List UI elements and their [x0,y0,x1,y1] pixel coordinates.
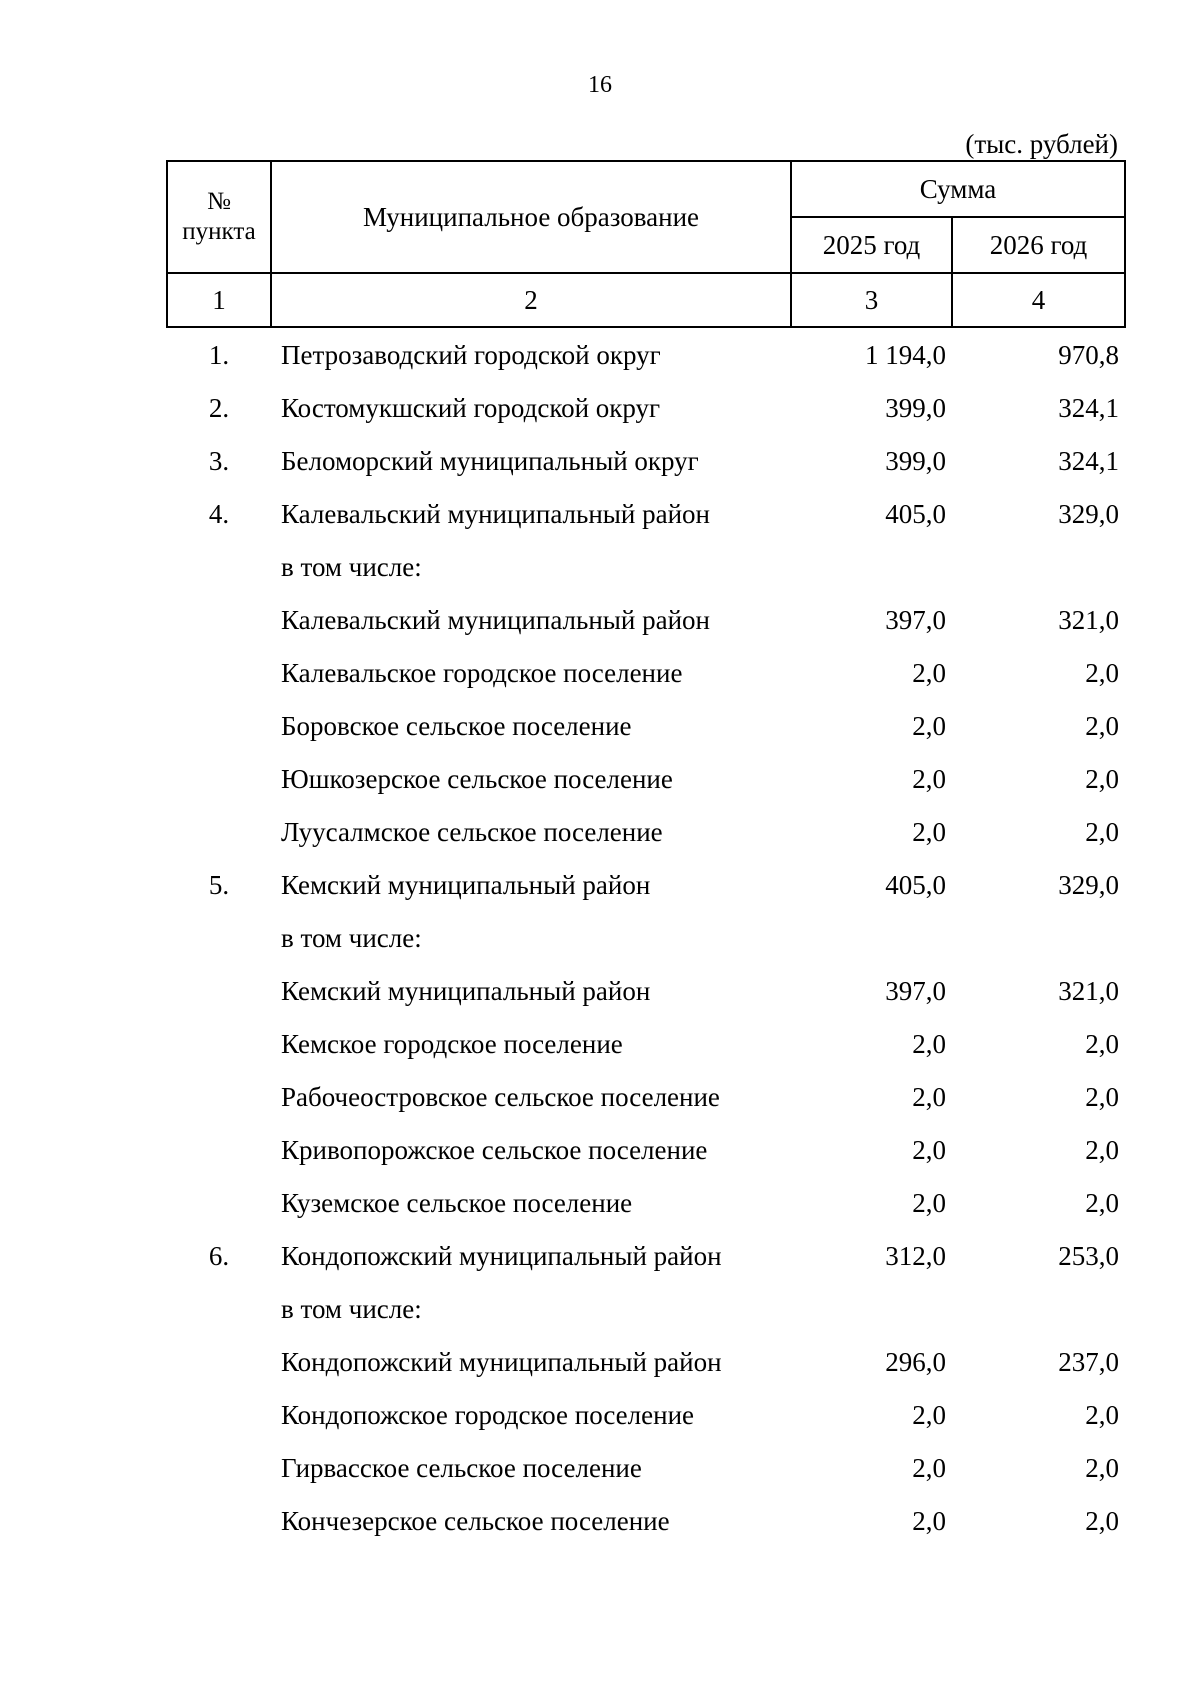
page-number: 16 [588,72,612,98]
header-year-2026: 2026 год [952,217,1125,273]
row-municipality: Кемское городское поселение [281,1028,623,1059]
row-municipality: Юшкозерское сельское поселение [281,763,673,794]
row-municipality: Кривопорожское сельское поселение [281,1134,708,1165]
table-row [167,1176,1125,1229]
table-row [167,1494,1125,1547]
row-number: 6. [208,1240,230,1271]
table-row [167,964,1125,1017]
row-municipality: Калевальское городское поселение [281,657,683,688]
table-row [167,327,1125,381]
table-row [167,1017,1125,1070]
row-number [167,1388,271,1441]
row-sum-2026: 2,0 [1085,1081,1120,1112]
row-number [167,964,271,1017]
table-row [167,911,1125,964]
row-number [167,1017,271,1070]
row-sum-2025: 2,0 [912,1134,946,1165]
row-municipality: Кончезерское сельское поселение [281,1505,670,1536]
row-municipality: Кондопожский муниципальный район [281,1346,722,1377]
row-number: 1. [208,339,230,370]
row-sum-2026: 253,0 [1058,1240,1120,1271]
row-municipality: Костомукшский городской округ [281,392,661,423]
row-sum-2025: 312,0 [885,1240,946,1271]
row-sum-2026: 324,1 [1058,392,1120,423]
row-sum-2025: 296,0 [885,1346,946,1377]
row-municipality: Беломорский муниципальный округ [281,445,699,476]
row-sum-2026 [952,911,1125,964]
row-sum-2026: 237,0 [1058,1346,1120,1377]
row-number [167,593,271,646]
row-number: 3. [208,445,230,476]
table-row [167,805,1125,858]
row-municipality: в том числе: [281,922,422,953]
row-number [167,752,271,805]
table-row [167,1441,1125,1494]
row-municipality: в том числе: [281,1293,422,1324]
table-row [167,434,1125,487]
row-municipality: Кондопожский муниципальный район [281,1240,722,1271]
row-sum-2026: 2,0 [1085,710,1120,741]
header-column-index-row [167,273,1125,327]
header-no-sign: № [207,188,231,215]
row-sum-2026: 2,0 [1085,1505,1120,1536]
row-sum-2025: 2,0 [912,763,946,794]
row-sum-2026: 2,0 [1085,1187,1120,1218]
row-sum-2025: 2,0 [912,816,946,847]
row-municipality: Калевальский муниципальный район [281,498,710,529]
row-number [167,646,271,699]
row-sum-2026: 2,0 [1085,1028,1120,1059]
row-sum-2026: 324,1 [1058,445,1120,476]
header-item-number [167,161,271,273]
header-no-word: пункта [182,218,256,245]
table-row [167,858,1125,911]
row-number [167,1335,271,1388]
row-number [167,699,271,752]
header-municipality: Муниципальное образование [271,161,791,273]
table-row [167,593,1125,646]
row-sum-2026: 321,0 [1058,604,1120,635]
header-sum: Сумма [791,161,1125,217]
row-sum-2026 [952,540,1125,593]
row-sum-2026 [952,1282,1125,1335]
row-sum-2025: 397,0 [885,975,946,1006]
table-row [167,381,1125,434]
table-row [167,1388,1125,1441]
table-row [167,1123,1125,1176]
table-row [167,487,1125,540]
header-year-2025: 2025 год [791,217,952,273]
row-municipality: в том числе: [281,551,422,582]
row-number: 2. [208,392,230,423]
row-municipality: Рабочеостровское сельское поселение [281,1081,720,1112]
table-row [167,1335,1125,1388]
row-number [167,1494,271,1547]
row-number [167,911,271,964]
row-sum-2026: 329,0 [1058,869,1120,900]
row-sum-2025: 399,0 [885,392,946,423]
row-number [167,1070,271,1123]
table-row [167,752,1125,805]
row-municipality: Петрозаводский городской округ [281,339,661,370]
row-sum-2025: 2,0 [912,1187,946,1218]
row-municipality: Куземское сельское поселение [281,1187,633,1218]
row-municipality: Калевальский муниципальный район [281,604,710,635]
column-index-3: 3 [791,273,952,327]
row-number [167,1282,271,1335]
column-index-2: 2 [271,273,791,327]
row-sum-2025 [791,540,952,593]
row-sum-2025: 399,0 [885,445,946,476]
row-sum-2025: 397,0 [885,604,946,635]
table-body [167,327,1125,1547]
row-municipality: Гирвасское сельское поселение [281,1452,642,1483]
row-number [167,1176,271,1229]
row-sum-2026: 321,0 [1058,975,1120,1006]
row-number [167,805,271,858]
row-number [167,1123,271,1176]
row-sum-2025: 2,0 [912,1452,946,1483]
table-row [167,1229,1125,1282]
unit-label: (тыс. рублей) [965,129,1118,159]
row-number [167,540,271,593]
row-sum-2026: 2,0 [1085,1452,1120,1483]
allocation-table [166,160,1126,1547]
table-row [167,1070,1125,1123]
row-municipality: Боровское сельское поселение [281,710,632,741]
row-sum-2025: 2,0 [912,657,946,688]
row-sum-2025 [791,911,952,964]
row-sum-2025: 2,0 [912,1399,946,1430]
row-sum-2025: 2,0 [912,1028,946,1059]
table-row [167,646,1125,699]
column-index-4: 4 [952,273,1125,327]
row-municipality: Кондопожское городское поселение [281,1399,695,1430]
row-number: 5. [208,869,230,900]
table-row [167,699,1125,752]
row-sum-2026: 2,0 [1085,1399,1120,1430]
row-sum-2025: 1 194,0 [865,339,946,370]
row-municipality: Луусалмское сельское поселение [281,816,663,847]
table-row [167,540,1125,593]
row-municipality: Кемский муниципальный район [281,869,651,900]
row-sum-2025 [791,1282,952,1335]
row-number: 4. [208,498,230,529]
row-sum-2026: 329,0 [1058,498,1120,529]
table-header [167,161,1125,327]
row-sum-2025: 2,0 [912,710,946,741]
row-number [167,1441,271,1494]
row-sum-2025: 405,0 [885,869,946,900]
column-index-1: 1 [167,273,271,327]
row-sum-2026: 970,8 [1058,339,1120,370]
row-sum-2026: 2,0 [1085,657,1120,688]
row-sum-2025: 405,0 [885,498,946,529]
row-sum-2026: 2,0 [1085,1134,1120,1165]
row-municipality: Кемский муниципальный район [281,975,651,1006]
row-sum-2026: 2,0 [1085,816,1120,847]
row-sum-2025: 2,0 [912,1505,946,1536]
row-sum-2025: 2,0 [912,1081,946,1112]
table-row [167,1282,1125,1335]
row-sum-2026: 2,0 [1085,763,1120,794]
